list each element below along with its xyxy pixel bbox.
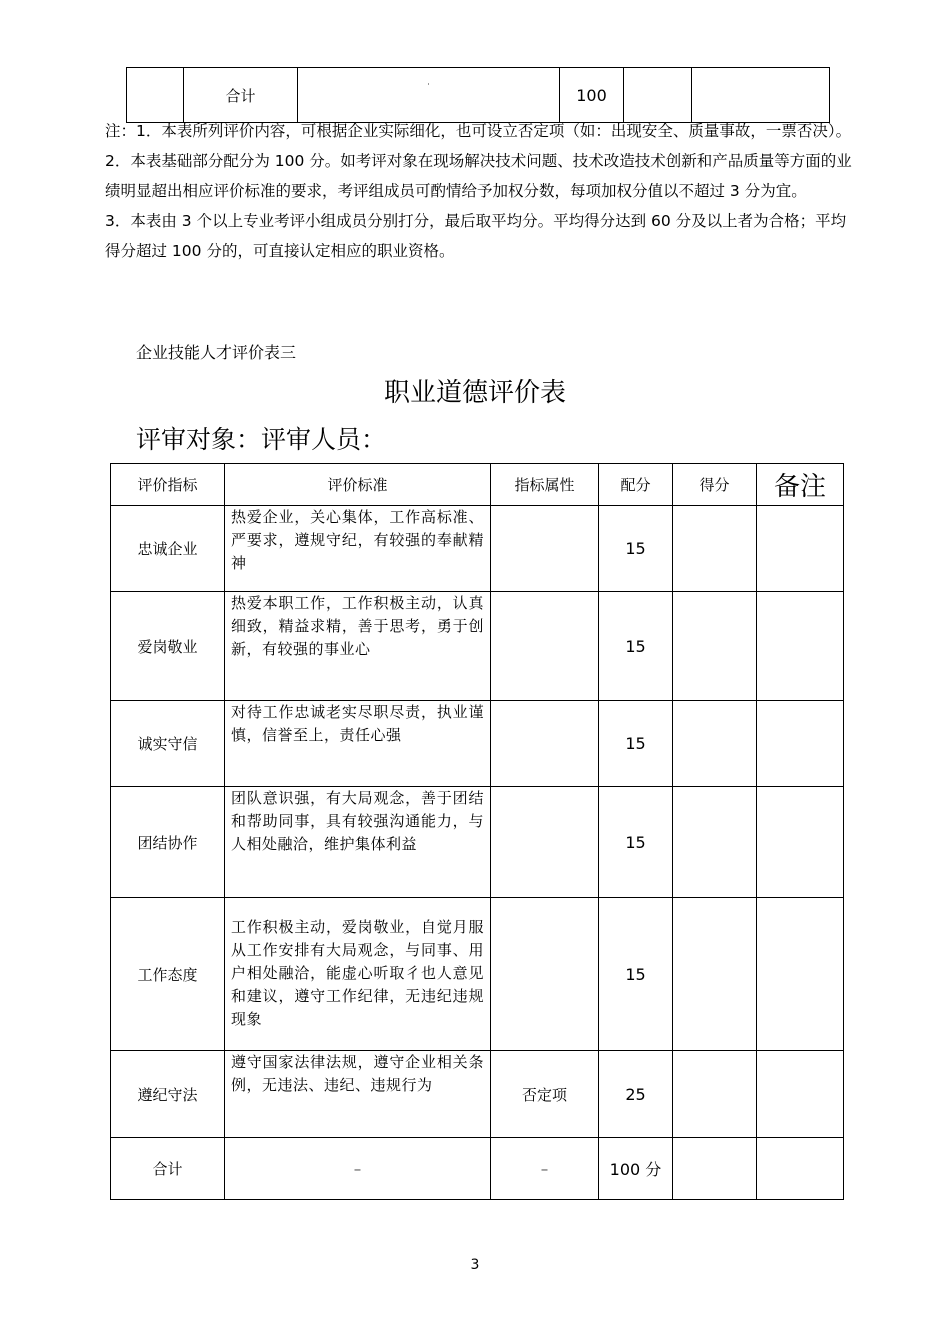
score-cell: 15 bbox=[599, 898, 673, 1051]
evaluation-table bbox=[110, 463, 844, 1200]
indicator-cell: 团结协作 bbox=[111, 787, 225, 898]
result-cell bbox=[673, 506, 757, 592]
total-attribute-cell: – bbox=[491, 1138, 599, 1200]
indicator-cell: 忠诚企业 bbox=[111, 506, 225, 592]
note-paragraph: 3．本表由 3 个以上专业考评小组成员分别打分，最后取平均分。平均得分达到 60 分及以上者为合格；平均得分超过 100 分的，可直接认定相应的职业资格。 bbox=[105, 212, 847, 260]
remarks-cell bbox=[757, 592, 844, 701]
top-summary-table bbox=[126, 67, 830, 123]
remarks-cell bbox=[757, 787, 844, 898]
reviewer-line: 评审对象：评审人员： bbox=[136, 425, 387, 454]
note-paragraph: 注：1．本表所列评价内容，可根据企业实际细化，也可设立否定项（如：出现安全、质量事故，一票否决）。 bbox=[105, 122, 852, 140]
table-row bbox=[111, 787, 844, 898]
result-cell bbox=[673, 898, 757, 1051]
table-row bbox=[111, 898, 844, 1051]
indicator-cell: 遵纪守法 bbox=[111, 1051, 225, 1138]
form-subtitle: 企业技能人才评价表三 bbox=[136, 343, 297, 362]
table-row bbox=[111, 1051, 844, 1138]
score-cell: 15 bbox=[599, 592, 673, 701]
table-row bbox=[111, 506, 844, 592]
attribute-cell bbox=[491, 592, 599, 701]
remarks-cell bbox=[757, 701, 844, 787]
attribute-cell: 否定项 bbox=[491, 1051, 599, 1138]
table-header-row bbox=[111, 464, 844, 506]
note-paragraph: 2．本表基础部分配分为 100 分。如考评对象在现场解决技术问题、技术改造技术创新和产品质量等方面的业绩明显超出相应评价标准的要求，考评组成员可酌情给予加权分数，每项加权分值以不超过 3 分为宜。 bbox=[105, 152, 852, 200]
indicator-cell: 工作态度 bbox=[111, 898, 225, 1051]
notes-section bbox=[105, 116, 857, 266]
table-cell: · bbox=[298, 68, 560, 123]
result-cell bbox=[673, 787, 757, 898]
table-row bbox=[127, 68, 830, 123]
total-label-cell: 合计 bbox=[111, 1138, 225, 1200]
header-result: 得分 bbox=[673, 464, 757, 506]
result-cell bbox=[673, 592, 757, 701]
criteria-cell: 团队意识强，有大局观念，善于团结和帮助同事，具有较强沟通能力，与人相处融洽，维护集体利益 bbox=[225, 787, 491, 898]
total-score: 100 bbox=[560, 68, 624, 123]
table-cell bbox=[127, 68, 184, 123]
criteria-cell: 热爱企业，关心集体，工作高标准、严要求，遵规守纪，有较强的奉献精神 bbox=[225, 506, 491, 592]
result-cell bbox=[673, 1051, 757, 1138]
total-result-cell bbox=[673, 1138, 757, 1200]
criteria-cell: 对待工作忠诚老实尽职尽责，执业谨慎，信誉至上，责任心强 bbox=[225, 701, 491, 787]
total-label: 合计 bbox=[184, 68, 298, 123]
criteria-cell: 工作积极主动，爱岗敬业，自觉月服从工作安排有大局观念，与同事、用户相处融洽，能虚心听取彳也人意见和建议，遵守工作纪律，无违纪违规现象 bbox=[225, 898, 491, 1051]
table-cell bbox=[692, 68, 830, 123]
criteria-cell: 遵守国家法律法规，遵守企业相关条例，无违法、违纪、违规行为 bbox=[225, 1051, 491, 1138]
table-row bbox=[111, 592, 844, 701]
header-remarks: 备注 bbox=[757, 464, 844, 506]
result-cell bbox=[673, 701, 757, 787]
criteria-cell: 热爱本职工作，工作积极主动，认真细致，精益求精，善于思考，勇于创新，有较强的事业心 bbox=[225, 592, 491, 701]
attribute-cell bbox=[491, 701, 599, 787]
indicator-cell: 诚实守信 bbox=[111, 701, 225, 787]
score-cell: 15 bbox=[599, 701, 673, 787]
header-indicator: 评价指标 bbox=[111, 464, 225, 506]
score-cell: 15 bbox=[599, 787, 673, 898]
header-criteria: 评价标准 bbox=[225, 464, 491, 506]
page-number: 3 bbox=[470, 1257, 480, 1273]
remarks-cell bbox=[757, 1051, 844, 1138]
remarks-cell bbox=[757, 898, 844, 1051]
header-score: 配分 bbox=[599, 464, 673, 506]
table-total-row bbox=[111, 1138, 844, 1200]
indicator-cell: 爱岗敬业 bbox=[111, 592, 225, 701]
table-row bbox=[111, 701, 844, 787]
total-criteria-cell: – bbox=[225, 1138, 491, 1200]
total-score-cell: 100 分 bbox=[599, 1138, 673, 1200]
attribute-cell bbox=[491, 898, 599, 1051]
remarks-cell bbox=[757, 506, 844, 592]
total-remarks-cell bbox=[757, 1138, 844, 1200]
attribute-cell bbox=[491, 787, 599, 898]
attribute-cell bbox=[491, 506, 599, 592]
score-cell: 25 bbox=[599, 1051, 673, 1138]
page-title: 职业道德评价表 bbox=[383, 378, 566, 408]
table-cell bbox=[624, 68, 692, 123]
header-attribute: 指标属性 bbox=[491, 464, 599, 506]
score-cell: 15 bbox=[599, 506, 673, 592]
